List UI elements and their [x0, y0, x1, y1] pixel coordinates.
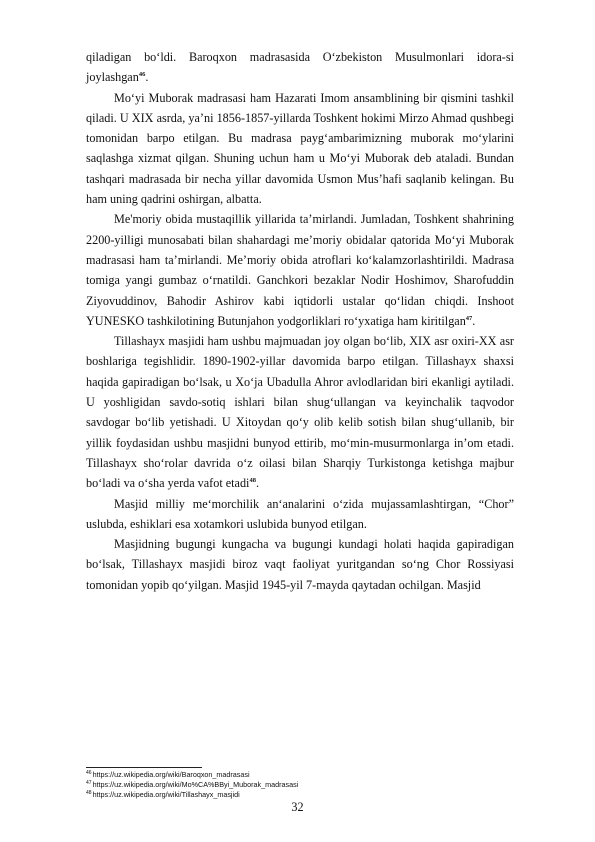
footnote-46[interactable]	[86, 770, 514, 780]
paragraph-tail: .	[255, 476, 259, 491]
footnote-47[interactable]	[86, 780, 514, 790]
page-number: 32	[291, 800, 304, 814]
footnotes	[86, 770, 514, 800]
paragraph-text: Mo‘yi Muborak madrasasi ham Hazarati Imom ansamblining bir qismini tashkil qiladi. U XIX asrda, ya’ni 1856-1857-yillarda Toshkent hokimi Mirzo Ahmad qushbegi tomonidan barpo etilgan. Bu madrasa payg‘ambarimizning muborak mo‘ylarini saqlashga xizmat qilgan. Shuning uchun ham u Mo‘yi Muborak deb ataladi. Bundan tashqari madrasada bir necha yillar davomida Usmon Mus’hafi saqlanib kelingan. Bu ham uning qadrini oshirgan, albatta.	[86, 90, 514, 207]
paragraph-text: Me'moriy obida mustaqillik yillarida ta’mirlandi. Jumladan, Toshkent shahrining 2200-yilligi munosabati bilan shahardagi me’moriy obidalar qatorida Mo‘yi Muborak madrasasi ham ta’mirlandi. Me’moriy obida atroflari ko‘kalamzorlashtirildi. Madrasa tomiga yangi gumbaz o‘rnatildi. Ganchkori bezaklar Nodir Hoshimov, Sharofuddin Ziyovuddinov, Bahodir Ashirov kabi iqtidorli ustalar qo‘lidan chiqdi. Inshoot YUNESKO tashkilotining Butunjahon yodgorliklari ro‘yxatiga ham kiritilgan	[86, 212, 514, 328]
paragraph-4	[86, 331, 514, 493]
paragraph-5	[86, 494, 514, 535]
paragraph-text: Tillashayx masjidi ham ushbu majmuadan joy olgan bo‘lib, XIX asr oxiri-XX asr boshlariga tegishlidir. 1890-1902-yillar davomida barpo etilgan. Tillashayx shaxsi haqida gapiradigan bo‘lsak, u Xo‘ja Ubadulla Ahror avlodlaridan biri ekanligi aytiladi. U yoshligidan savdo-sotiq ishlari bilan shug‘ullangan va keyinchalik taqvodor savdogar bo‘lib yetishadi. U Xitoydan qo‘y olib kelib sotish bilan shug‘ullanib, bir yillik foydasidan ushbu masjidni bunyod ettirib, mo‘min-musurmonlarga in’om etadi. Tillashayx sho‘rolar davrida o‘z oilasi bilan Sharqiy Turkistonga ketishga majbur bo‘ladi va o‘sha yerda vafot etadi	[86, 334, 514, 491]
footnote-number: 47	[86, 779, 92, 786]
footnote-link[interactable]: https://uz.wikipedia.org/wiki/Tillashayx_masjidi	[92, 790, 240, 799]
paragraph-3	[86, 209, 514, 331]
paragraph-tail: .	[145, 70, 149, 85]
body-text	[86, 47, 514, 595]
footnote-ref-47[interactable]: 47	[465, 314, 473, 322]
footnote-ref-48[interactable]: 48	[249, 477, 256, 485]
footnote-number: 48	[86, 789, 92, 796]
paragraph-text: Masjidning bugungi kungacha va bugungi kundagi holati haqida gapiradigan bo‘lsak, Tillashayx masjidi biroz vaqt faoliyat yuritgandan so‘ng Chor Rossiyasi tomonidan yopib qo‘yilgan. Masjid 1945-yil 7-mayda qaytadan ochilgan. Masjid	[86, 537, 514, 592]
paragraph-text: qiladigan bo‘ldi. Baroqxon madrasasida O‘zbekiston Musulmonlari idora-si joylashgan	[86, 50, 514, 85]
paragraph-2	[86, 88, 514, 210]
footnote-separator	[86, 767, 202, 768]
paragraph-6	[86, 534, 514, 595]
paragraph-tail: .	[472, 313, 476, 328]
footnote-number: 46	[86, 769, 92, 776]
paragraph-text: Masjid milliy me‘morchilik an‘analarini o‘zida mujassamlashtirgan, “Chor” uslubda, eshiklari esa xotamkori uslubida bunyod etilgan.	[86, 496, 514, 531]
footnote-ref-46[interactable]: 46	[138, 71, 146, 79]
footnote-link[interactable]: https://uz.wikipedia.org/wiki/Baroqxon_madrasasi	[92, 770, 250, 779]
footnote-48[interactable]	[86, 790, 514, 800]
paragraph-1	[86, 47, 514, 88]
footnote-link[interactable]: https://uz.wikipedia.org/wiki/Mo%CA%BByi_Muborak_madrasasi	[92, 780, 299, 789]
